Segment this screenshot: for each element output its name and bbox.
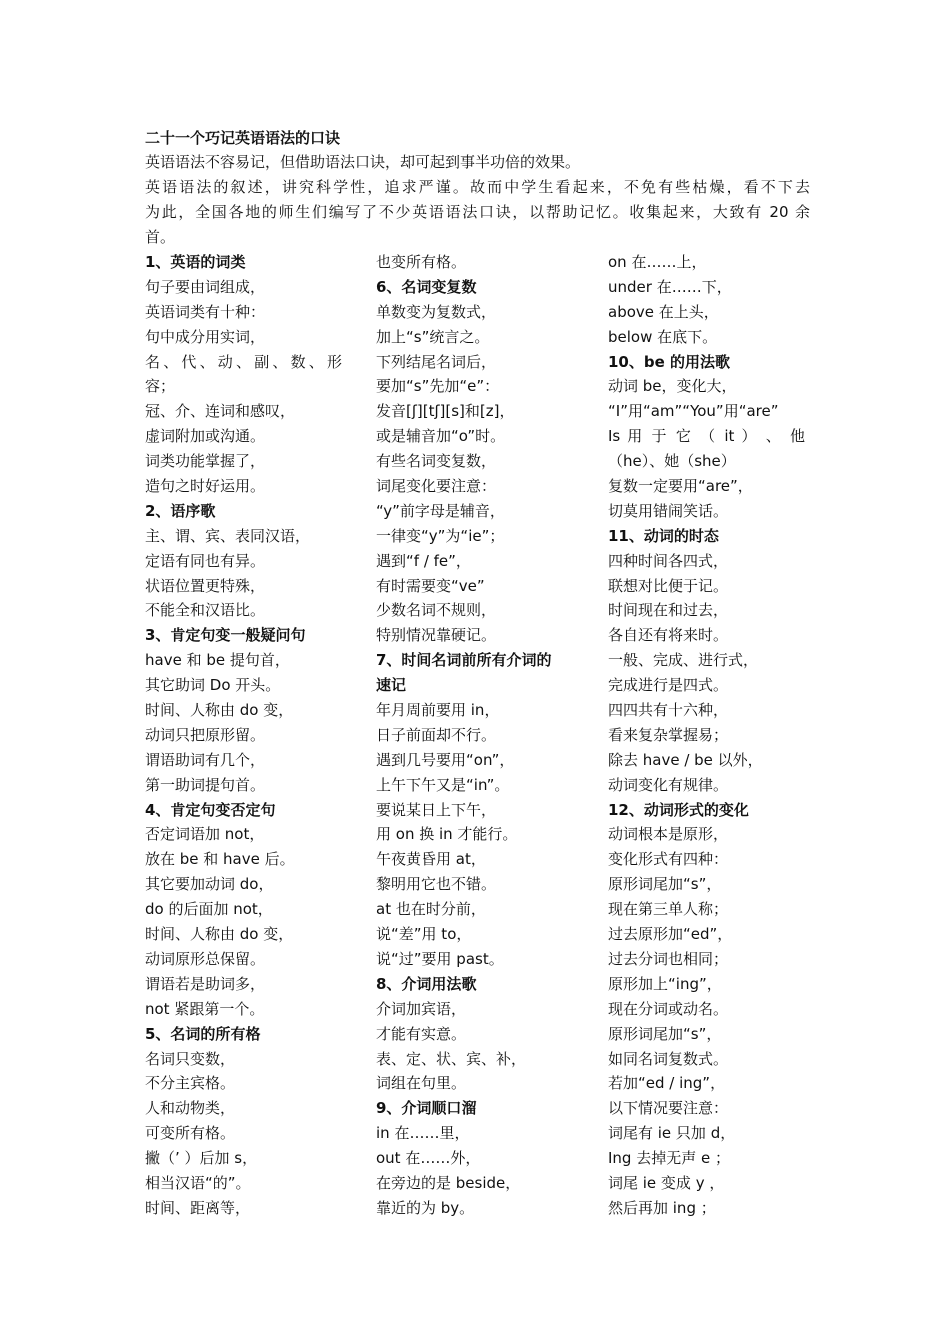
verse-line: 动词变化有规律。 bbox=[608, 775, 729, 794]
verse-line: （he）、她（she） bbox=[608, 452, 736, 471]
verse-line: 定语有同也有异。 bbox=[145, 551, 266, 570]
verse-line: 介词加宾语， bbox=[376, 999, 467, 1018]
verse-line: 其它要加动词 do， bbox=[145, 875, 274, 894]
verse-line: under 在……下， bbox=[608, 277, 732, 296]
verse-line: above 在上头， bbox=[608, 302, 719, 321]
verse-line: 切莫用错闹笑话。 bbox=[608, 501, 729, 520]
verse-line: 各自还有将来时。 bbox=[608, 626, 729, 645]
verse-line: 句中成分用实词， bbox=[145, 327, 266, 346]
verse-line: 英语词类有十种： bbox=[145, 302, 266, 321]
verse-line: 要加“s”先加“e”： bbox=[376, 377, 500, 396]
verse-line: 日子前面却不行。 bbox=[376, 725, 497, 744]
verse-line: 完成进行是四式。 bbox=[608, 676, 729, 695]
verse-line: 以下情况要注意： bbox=[608, 1099, 729, 1118]
document-title: 二十一个巧记英语语法的口诀 bbox=[145, 129, 341, 147]
verse-line: 虚词附加或沟通。 bbox=[145, 427, 266, 446]
section-heading: 2、语序歌 bbox=[145, 501, 216, 520]
verse-line: 时间现在和过去， bbox=[608, 601, 729, 620]
verse-line: Ing 去掉无声 e ； bbox=[608, 1149, 730, 1168]
verse-line: 发音[ʃ][tʃ][s]和[z]， bbox=[376, 402, 515, 421]
verse-line: 原形加上“ing”， bbox=[608, 974, 722, 993]
intro-line: 英语语法的叙述，讲究科学性，追求严谨。故而中学生看起来，不免有些枯燥，看不下去 bbox=[145, 178, 810, 196]
verse-line: 不能全和汉语比。 bbox=[145, 601, 266, 620]
verse-line: 动词原形总保留。 bbox=[145, 949, 266, 968]
verse-line: 用 on 换 in 才能行。 bbox=[376, 825, 518, 844]
verse-line: 除去 have / be 以外， bbox=[608, 750, 763, 769]
verse-line: 表、定、状、宾、补， bbox=[376, 1049, 527, 1068]
verse-line: 过去原形加“ed”， bbox=[608, 925, 733, 944]
verse-line: 少数名词不规则， bbox=[376, 601, 497, 620]
verse-line: 也变所有格。 bbox=[376, 253, 467, 271]
verse-line: 第一助词提句首。 bbox=[145, 775, 266, 794]
column-left bbox=[145, 250, 345, 1221]
verse-line: 四四共有十六种， bbox=[608, 701, 729, 720]
verse-line: 否定词语加 not， bbox=[145, 825, 265, 844]
verse-line: 一般、完成、进行式， bbox=[608, 651, 759, 670]
verse-line: 若加“ed / ing”， bbox=[608, 1074, 726, 1093]
verse-line: 容； bbox=[145, 377, 176, 396]
verse-line: out 在……外， bbox=[376, 1149, 481, 1168]
verse-line: 造句之时好运用。 bbox=[145, 477, 266, 496]
verse-line: 在旁边的是 beside， bbox=[376, 1173, 521, 1192]
intro-line: 首。 bbox=[145, 228, 176, 246]
verse-line: 变化形式有四种： bbox=[608, 850, 729, 869]
section-heading: 6、名词变复数 bbox=[376, 277, 477, 296]
verse-line: 谓语助词有几个， bbox=[145, 750, 266, 769]
verse-line: 动词只把原形留。 bbox=[145, 725, 266, 744]
section-heading: 5、名词的所有格 bbox=[145, 1024, 261, 1043]
verse-line: “I”用“am”“You”用“are” bbox=[608, 402, 779, 421]
verse-line: 时间、人称由 do 变， bbox=[145, 701, 294, 720]
verse-line: 黎明用它也不错。 bbox=[376, 875, 497, 894]
verse-line: 名、代、动、副、数、形 bbox=[145, 352, 342, 371]
section-heading: 12、动词形式的变化 bbox=[608, 800, 749, 819]
section-heading: 11、动词的时态 bbox=[608, 526, 719, 545]
section-heading: 9、介词顺口溜 bbox=[376, 1099, 477, 1118]
verse-line: “y”前字母是辅音， bbox=[376, 501, 505, 520]
verse-line: 单数变为复数式， bbox=[376, 302, 497, 321]
verse-line: 特别情况靠硬记。 bbox=[376, 626, 497, 645]
verse-line: 句子要由词组成， bbox=[145, 277, 266, 296]
verse-line: 说“过”要用 past。 bbox=[376, 949, 504, 968]
verse-line: 然后再加 ing ； bbox=[608, 1198, 716, 1217]
verse-line: 靠近的为 by。 bbox=[376, 1198, 475, 1217]
verse-line: Is 用 于 它 （ it ） 、 他 bbox=[608, 427, 805, 446]
verse-line: 谓语若是助词多， bbox=[145, 974, 266, 993]
verse-line: 现在第三单人称； bbox=[608, 900, 729, 919]
verse-line: 时间、距离等， bbox=[145, 1198, 251, 1217]
verse-line: 状语位置更特殊， bbox=[145, 576, 266, 595]
section-heading: 4、肯定句变否定句 bbox=[145, 800, 276, 819]
section-heading: 10、be 的用法歌 bbox=[608, 352, 731, 371]
verse-line: 说“差”用 to， bbox=[376, 925, 472, 944]
verse-line: have 和 be 提句首， bbox=[145, 651, 290, 670]
verse-line: 不分主宾格。 bbox=[145, 1074, 236, 1093]
verse-line: 词组在句里。 bbox=[376, 1074, 467, 1093]
verse-line: 联想对比便于记。 bbox=[608, 576, 729, 595]
verse-line: 撇（’ ）后加 s， bbox=[145, 1149, 258, 1168]
verse-line: 冠、介、连词和感叹， bbox=[145, 402, 296, 421]
verse-line: 原形词尾加“s”， bbox=[608, 875, 722, 894]
verse-line: 相当汉语“的”。 bbox=[145, 1173, 251, 1192]
verse-line: below 在底下。 bbox=[608, 327, 718, 346]
verse-line: 或是辅音加“o”时。 bbox=[376, 427, 506, 446]
verse-line: not 紧跟第一个。 bbox=[145, 999, 265, 1018]
verse-line: 名词只变数， bbox=[145, 1049, 236, 1068]
verse-line: 午夜黄昏用 at， bbox=[376, 850, 486, 869]
verse-line: 放在 be 和 have 后。 bbox=[145, 850, 295, 869]
verse-line: 如同名词复数式。 bbox=[608, 1049, 729, 1068]
verse-line: 一律变“y”为“ie”； bbox=[376, 526, 505, 545]
section-heading: 3、肯定句变一般疑问句 bbox=[145, 626, 306, 645]
verse-line: 看来复杂掌握易； bbox=[608, 725, 729, 744]
verse-line: 有时需要变“ve” bbox=[376, 576, 485, 595]
verse-line: 动词根本是原形， bbox=[608, 825, 729, 844]
verse-line: 动词 be，变化大， bbox=[608, 377, 737, 396]
verse-line: 词类功能掌握了， bbox=[145, 452, 266, 471]
section-heading: 7、时间名词前所有介词的 bbox=[376, 651, 552, 670]
verse-line: 其它助词 Do 开头。 bbox=[145, 676, 281, 695]
verse-line: 才能有实意。 bbox=[376, 1024, 467, 1043]
verse-line: on 在……上， bbox=[608, 253, 707, 271]
verse-line: 下列结尾名词后， bbox=[376, 352, 497, 371]
verse-line: 有些名词变复数， bbox=[376, 452, 497, 471]
verse-line: 复数一定要用“are”， bbox=[608, 477, 753, 496]
verse-line: 上午下午又是“in”。 bbox=[376, 775, 510, 794]
section-heading: 1、英语的词类 bbox=[145, 253, 246, 271]
verse-line: 遇到“f / fe”， bbox=[376, 551, 471, 570]
verse-line: 主、谓、宾、表同汉语， bbox=[145, 526, 311, 545]
verse-line: 现在分词或动名。 bbox=[608, 999, 729, 1018]
verse-line: 词尾 ie 变成 y ， bbox=[608, 1173, 725, 1192]
verse-line: in 在……里， bbox=[376, 1124, 470, 1143]
verse-line: 词尾有 ie 只加 d， bbox=[608, 1124, 736, 1143]
verse-line: 加上“s”统言之。 bbox=[376, 327, 490, 346]
verse-line: 要说某日上下午， bbox=[376, 800, 497, 819]
verse-line: 年月周前要用 in， bbox=[376, 701, 500, 720]
verse-line: 时间、人称由 do 变， bbox=[145, 925, 294, 944]
intro-paragraph bbox=[145, 150, 810, 250]
verse-line: 原形词尾加“s”， bbox=[608, 1024, 722, 1043]
column-middle bbox=[376, 250, 576, 1221]
intro-line: 为此，全国各地的师生们编写了不少英语语法口诀，以帮助记忆。收集起来，大致有 20 余 bbox=[145, 203, 810, 221]
section-heading: 速记 bbox=[376, 676, 407, 695]
verse-line: 可变所有格。 bbox=[145, 1124, 236, 1143]
verse-line: 四种时间各四式， bbox=[608, 551, 729, 570]
verse-line: do 的后面加 not， bbox=[145, 900, 273, 919]
column-right bbox=[608, 250, 808, 1221]
verse-line: at 也在时分前， bbox=[376, 900, 486, 919]
section-heading: 8、介词用法歌 bbox=[376, 974, 477, 993]
verse-line: 过去分词也相同； bbox=[608, 949, 729, 968]
verse-line: 遇到几号要用“on”， bbox=[376, 750, 515, 769]
intro-line: 英语语法不容易记，但借助语法口诀，却可起到事半功倍的效果。 bbox=[145, 153, 581, 171]
verse-line: 词尾变化要注意： bbox=[376, 477, 497, 496]
verse-line: 人和动物类， bbox=[145, 1099, 236, 1118]
